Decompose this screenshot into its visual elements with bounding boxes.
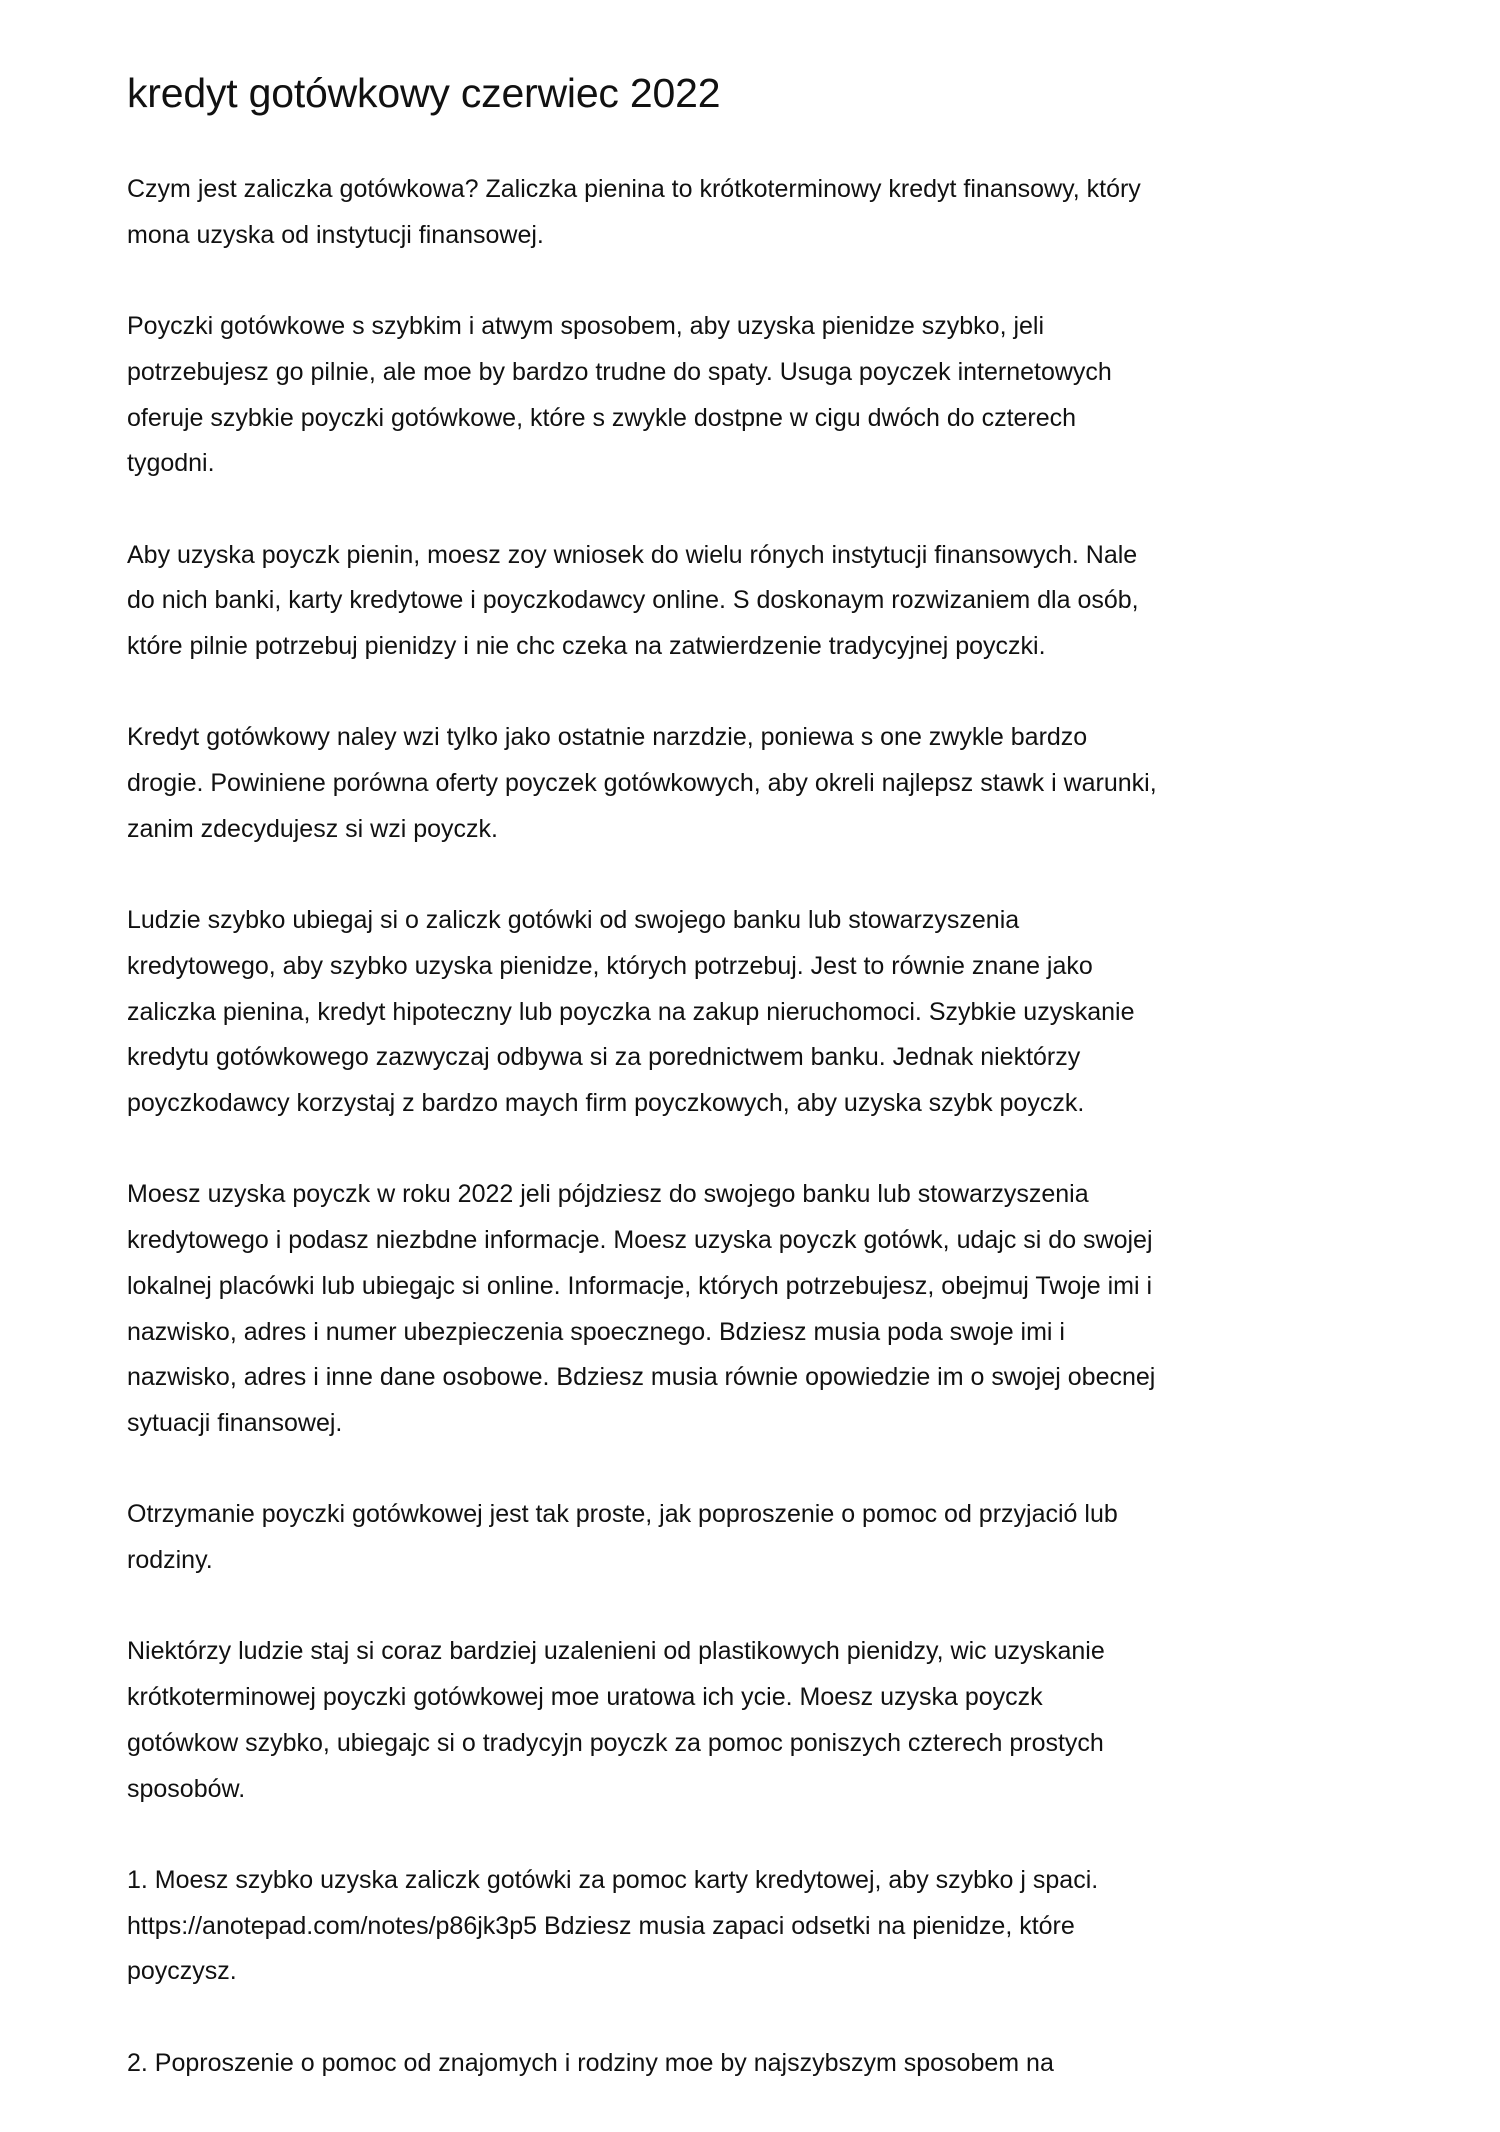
text-line: do nich banki, karty kredytowe i poyczkodawcy online. S doskonaym rozwizaniem dla osób,	[127, 586, 1139, 615]
text-line: Czym jest zaliczka gotówkowa? Zaliczka pienina to krótkoterminowy kredyt finansowy, który	[127, 175, 1141, 203]
text-line: zanim zdecydujesz si wzi poyczk.	[127, 814, 498, 843]
text-line: sytuacji finansowej.	[127, 1408, 343, 1437]
text-line: nazwisko, adres i numer ubezpieczenia spoecznego. Bdziesz musia poda swoje imi i	[127, 1317, 1065, 1346]
paragraph	[127, 533, 1407, 670]
paragraph	[127, 1492, 1407, 1583]
text-line: lokalnej placówki lub ubiegajc si online. Informacje, których potrzebujesz, obejmuj Twoje imi i	[127, 1271, 1153, 1300]
paragraph	[127, 898, 1407, 1127]
paragraph	[127, 167, 1407, 258]
text-line: Aby uzyska poyczk pienin, moesz zoy wniosek do wielu rónych instytucji finansowych. Nale	[127, 540, 1138, 569]
text-line: które pilnie potrzebuj pienidzy i nie chc czeka na zatwierdzenie tradycyjnej poyczki.	[127, 632, 1046, 660]
text-line: oferuje szybkie poyczki gotówkowe, które s zwykle dostpne w cigu dwóch do czterech	[127, 403, 1077, 432]
text-line: sposobów.	[127, 1774, 246, 1803]
paragraph	[127, 715, 1407, 852]
text-line: Ludzie szybko ubiegaj si o zaliczk gotówki od swojego banku lub stowarzyszenia	[127, 906, 1020, 935]
text-line: gotówkow szybko, ubiegajc si o tradycyjn poyczk za pomoc poniszych czterech prostych	[127, 1728, 1104, 1757]
text-line: zaliczka pienina, kredyt hipoteczny lub poyczka na zakup nieruchomoci. Szybkie uzyskanie	[127, 997, 1135, 1026]
text-line: drogie. Powiniene porówna oferty poyczek gotówkowych, aby okreli najlepsz stawk i warunki,	[127, 769, 1157, 798]
document-page	[127, 65, 1407, 2132]
paragraph	[127, 1858, 1407, 1995]
paragraph	[127, 1172, 1407, 1446]
paragraph	[127, 1629, 1407, 1812]
text-line: Moesz uzyska poyczk w roku 2022 jeli pójdziesz do swojego banku lub stowarzyszenia	[127, 1180, 1089, 1209]
text-line: 2. Poproszenie o pomoc od znajomych i rodziny moe by najszybszym sposobem na	[127, 2048, 1054, 2077]
text-line: https://anotepad.com/notes/p86jk3p5 Bdziesz musia zapaci odsetki na pienidze, które	[127, 1911, 1075, 1940]
text-line: poyczkodawcy korzystaj z bardzo maych firm poyczkowych, aby uzyska szybk poyczk.	[127, 1089, 1085, 1117]
text-line: rodziny.	[127, 1546, 213, 1574]
paragraph	[127, 304, 1407, 487]
text-line: Kredyt gotówkowy naley wzi tylko jako ostatnie narzdzie, poniewa s one zwykle bardzo	[127, 723, 1088, 752]
text-line: kredytowego, aby szybko uzyska pienidze, których potrzebuj. Jest to równie znane jako	[127, 951, 1093, 980]
text-line: nazwisko, adres i inne dane osobowe. Bdziesz musia równie opowiedzie im o swojej obecnej	[127, 1363, 1156, 1392]
text-line: potrzebujesz go pilnie, ale moe by bardzo trudne do spaty. Usuga poyczek internetowych	[127, 357, 1112, 386]
text-line: Niektórzy ludzie staj si coraz bardziej uzalenieni od plastikowych pienidzy, wic uzyskanie	[127, 1637, 1105, 1666]
text-line: 1. Moesz szybko uzyska zaliczk gotówki za pomoc karty kredytowej, aby szybko j spaci.	[127, 1865, 1099, 1894]
text-line: tygodni.	[127, 449, 215, 478]
document-body	[127, 167, 1407, 2086]
text-line: kredytowego i podasz niezbdne informacje. Moesz uzyska poyczk gotówk, udajc si do swojej	[127, 1226, 1153, 1255]
text-line: Otrzymanie poyczki gotówkowej jest tak proste, jak poproszenie o pomoc od przyjació lub	[127, 1500, 1118, 1529]
document-title: kredyt gotówkowy czerwiec 2022	[127, 70, 721, 116]
text-line: krótkoterminowej poyczki gotówkowej moe uratowa ich ycie. Moesz uzyska poyczk	[127, 1683, 1043, 1712]
text-line: mona uzyska od instytucji finansowej.	[127, 220, 544, 249]
text-line: Poyczki gotówkowe s szybkim i atwym sposobem, aby uzyska pienidze szybko, jeli	[127, 312, 1045, 341]
paragraph	[127, 2041, 1407, 2087]
text-line: kredytu gotówkowego zazwyczaj odbywa si za porednictwem banku. Jednak niektórzy	[127, 1043, 1081, 1072]
text-line: poyczysz.	[127, 1957, 237, 1986]
